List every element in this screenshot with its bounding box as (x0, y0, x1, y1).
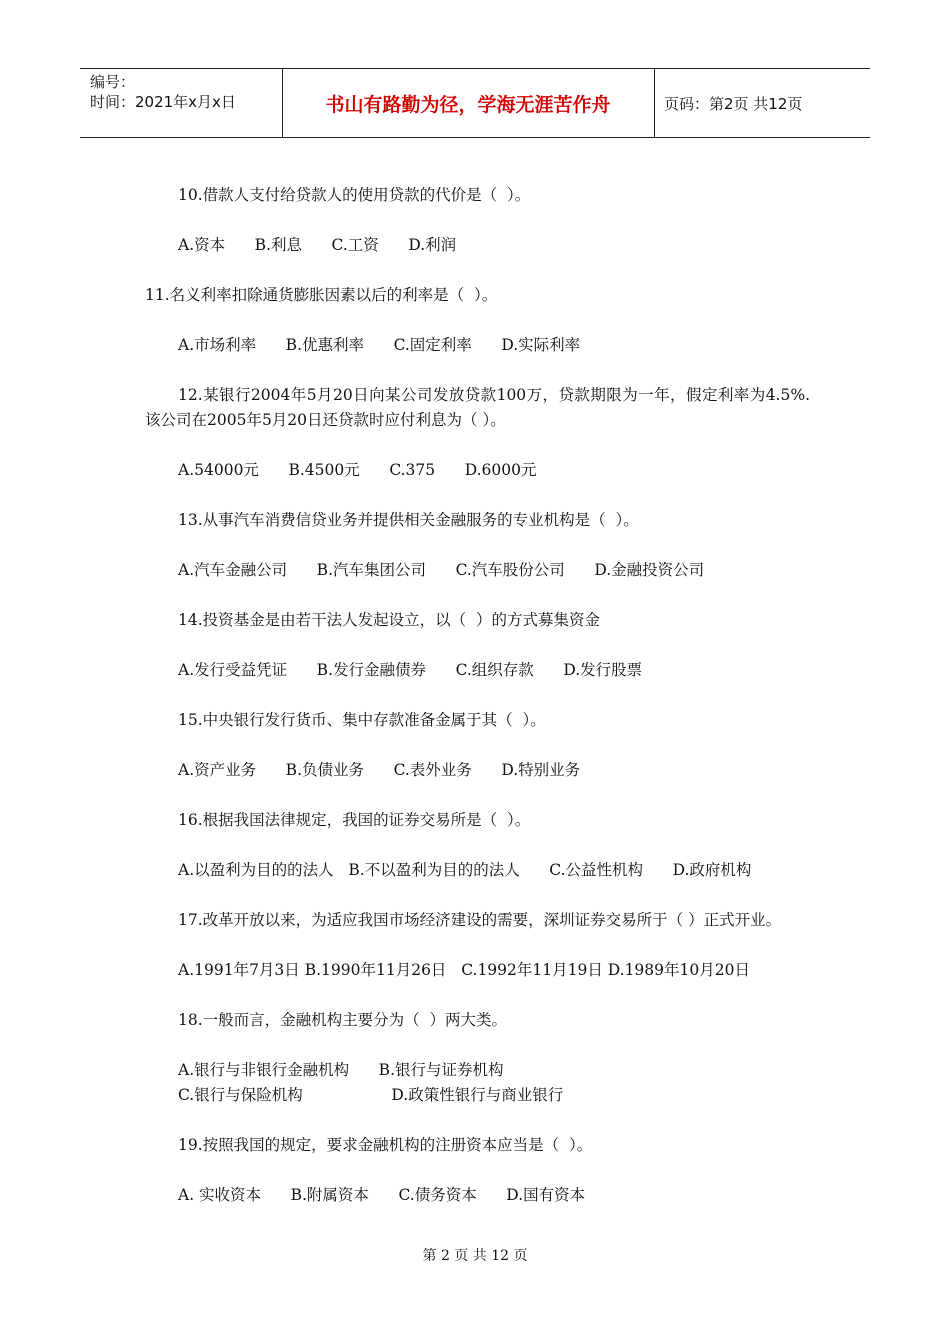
question-10: 10.借款人支付给贷款人的使用贷款的代价是（ ）。 (178, 186, 531, 204)
options-18-row1: A.银行与非银行金融机构 B.银行与证券机构 (178, 1061, 504, 1079)
options-14: A.发行受益凭证 B.发行金融债券 C.组织存款 D.发行股票 (178, 661, 643, 679)
options-12: A.54000元 B.4500元 C.375 D.6000元 (178, 461, 537, 479)
options-13: A.汽车金融公司 B.汽车集团公司 C.汽车股份公司 D.金融投资公司 (178, 561, 705, 579)
question-19: 19.按照我国的规定，要求金融机构的注册资本应当是（ ）。 (178, 1136, 593, 1154)
question-13: 13.从事汽车消费信贷业务并提供相关金融服务的专业机构是（ ）。 (178, 511, 639, 529)
question-15: 15.中央银行发行货币、集中存款准备金属于其（ ）。 (178, 711, 546, 729)
options-19: A. 实收资本 B.附属资本 C.债务资本 D.国有资本 (178, 1186, 586, 1204)
question-14: 14.投资基金是由若干法人发起设立，以（ ）的方式募集资金 (178, 611, 601, 629)
header-meta (80, 69, 283, 137)
question-11: 11.名义利率扣除通货膨胀因素以后的利率是（ ）。 (145, 286, 498, 304)
header-page-label: 页码：第2页 共12页 (664, 94, 803, 113)
question-18: 18.一般而言，金融机构主要分为（ ）两大类。 (178, 1011, 508, 1029)
question-list (145, 183, 810, 1233)
options-17: A.1991年7月3日 B.1990年11月26日 C.1992年11月19日 D.1989年10月20日 (178, 961, 750, 979)
page-footer: 第 2 页 共 12 页 (422, 1248, 528, 1264)
question-12: 12.某银行2004年5月20日向某公司发放贷款100万，贷款期限为一年，假定利率为4.5%.该公司在2005年5月20日还贷款时应付利息为（ ）。 (145, 386, 810, 429)
date-label: 时间：2021年x月x日 (90, 93, 236, 111)
question-16: 16.根据我国法律规定，我国的证券交易所是（ ）。 (178, 811, 531, 829)
options-11: A.市场利率 B.优惠利率 C.固定利率 D.实际利率 (178, 336, 581, 354)
options-16: A.以盈利为目的的法人 B.不以盈利为目的的法人 C.公益性机构 D.政府机构 (178, 861, 752, 879)
options-18-row2: C.银行与保险机构 D.政策性银行与商业银行 (178, 1086, 564, 1104)
code-label: 编号： (90, 73, 136, 91)
options-15: A.资产业务 B.负债业务 C.表外业务 D.特别业务 (178, 761, 581, 779)
header-motto: 书山有路勤为径，学海无涯苦作舟 (282, 69, 655, 137)
question-17: 17.改革开放以来，为适应我国市场经济建设的需要，深圳证券交易所于（ ）正式开业。 (178, 911, 782, 929)
page-header (80, 68, 870, 138)
options-10: A.资本 B.利息 C.工资 D.利润 (178, 236, 457, 254)
